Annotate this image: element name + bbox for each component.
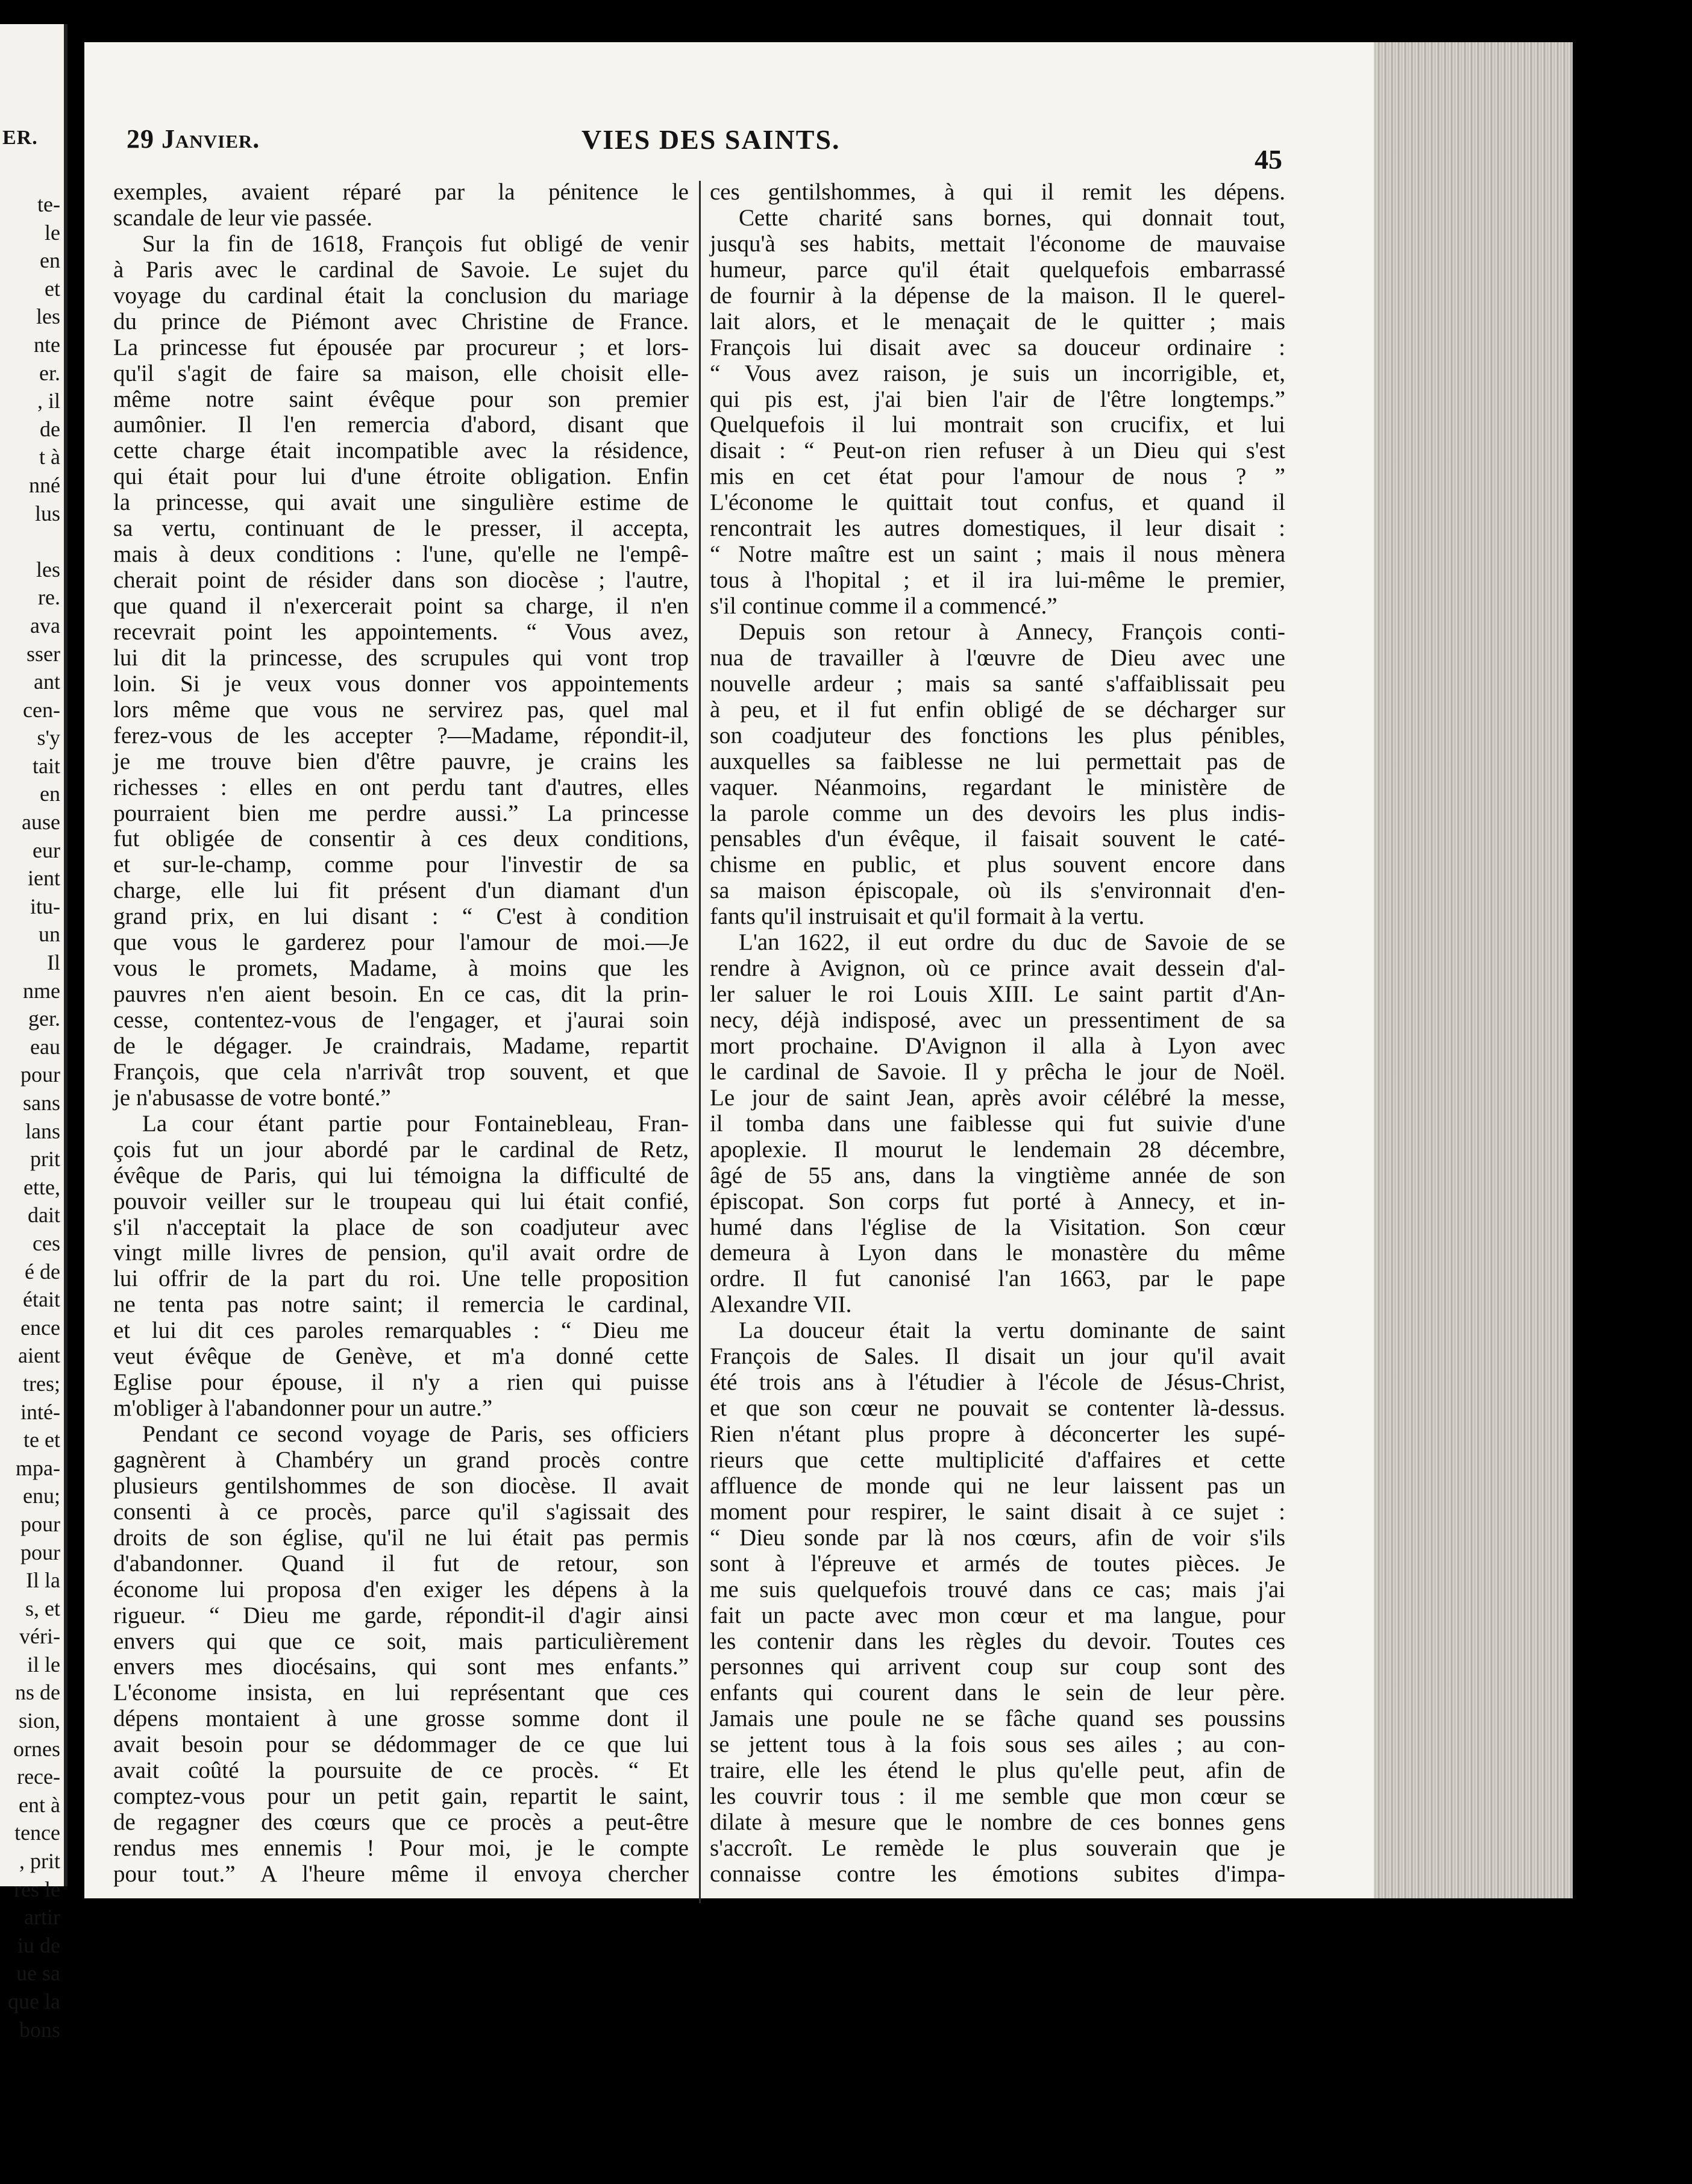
running-head-date: 29 Janvier. (127, 124, 260, 154)
text-line: auxquelles sa faiblesse ne lui permettait pas de (710, 748, 1285, 774)
previous-page-line: ence (20, 1315, 60, 1340)
running-head-title: VIES DES SAINTS. (581, 124, 841, 155)
previous-page-line: , prit (19, 1849, 60, 1874)
text-line: Quelquefois il lui montrait son crucifix, et lui (710, 412, 1285, 438)
previous-page-line: ient (28, 866, 60, 891)
previous-page-line: tence (14, 1821, 60, 1845)
text-line: moment pour respirer, le saint disait à ce sujet : (710, 1498, 1285, 1525)
text-line: chisme en public, et plus souvent encore dans (710, 852, 1285, 878)
previous-page-line: que la (8, 1989, 60, 2013)
previous-page-line: un (39, 922, 60, 947)
previous-page-line: nné (29, 472, 60, 497)
text-line: avait coûté la poursuite de ce procès. “ Et (113, 1757, 689, 1784)
text-line: nouvelle ardeur ; mais sa santé s'affaiblissait peu (710, 670, 1285, 697)
previous-page-line: pour (20, 1540, 60, 1564)
text-line: sa vertu, continuant de le presser, il accepta, (113, 515, 689, 542)
text-line: Jamais une poule ne se fâche quand ses poussins (710, 1705, 1285, 1732)
text-line: et que son cœur ne pouvait se contenter là-dessus. (710, 1395, 1285, 1422)
text-line: Rien n'étant plus propre à déconcerter les supé- (710, 1421, 1285, 1447)
text-line: L'an 1622, il eut ordre du duc de Savoie de se (739, 929, 1285, 956)
text-line: âgé de 55 ans, dans la vingtième année de son (710, 1162, 1285, 1188)
text-line: gagnèrent à Chambéry un grand procès contre (113, 1446, 689, 1473)
text-line: L'économe insista, en lui représentant que ces (113, 1680, 689, 1706)
text-line: çois fut un jour abordé par le cardinal de Retz, (113, 1136, 689, 1163)
previous-page-fragment (0, 24, 67, 2042)
text-line: ces gentilshommes, à qui il remit les dépens. (710, 179, 1285, 205)
text-line: envers qui que ce soit, mais particulièrement (113, 1628, 689, 1654)
previous-page-line: ava (30, 613, 60, 638)
text-line: fants qu'il instruisait et qu'il formait à la vertu. (710, 903, 1145, 930)
text-column-right (710, 180, 1285, 1887)
text-line: La cour étant partie pour Fontainebleau, Fran- (142, 1110, 689, 1137)
previous-page-line: dait (28, 1203, 60, 1228)
text-line: traire, elle les étend le plus qu'elle peut, afin de (710, 1757, 1285, 1784)
text-line: de regagner des cœurs que ce procès a peut-être (113, 1809, 689, 1836)
previous-page-line: t à (39, 445, 60, 469)
previous-page-line: en (40, 248, 60, 273)
previous-page-line: ns de (15, 1680, 60, 1705)
text-line: pauvres n'en aient besoin. En ce cas, dit la prin- (113, 981, 689, 1008)
text-line: personnes qui arrivent coup sur coup sont des (710, 1654, 1285, 1680)
previous-page-line: eur (33, 838, 60, 862)
previous-page-line: artir (24, 1905, 60, 1930)
text-line: me suis quelquefois trouvé dans ce cas; mais j'ai (710, 1576, 1285, 1602)
text-column-left (113, 180, 689, 1887)
text-line: été trois ans à l'étudier à l'école de Jésus-Christ, (710, 1369, 1285, 1396)
text-line: pensables d'un évêque, il faisait souvent le caté- (710, 826, 1285, 852)
previous-page-line: prit (30, 1147, 60, 1172)
previous-page-line: était (23, 1287, 60, 1312)
text-line: loin. Si je veux vous donner vos appointements (113, 670, 689, 697)
text-line: humeur, parce qu'il était quelquefois embarrassé (710, 256, 1285, 283)
text-line: qu'il s'agit de faire sa maison, elle choisit elle- (113, 360, 689, 386)
text-line: et sur-le-champ, comme pour l'investir de sa (113, 852, 689, 878)
previous-page-line: cen- (23, 697, 60, 722)
text-line: mais à deux conditions : l'une, qu'elle ne l'empê- (113, 541, 689, 568)
text-line: cesse, contentez-vous de l'engager, et j'aurai soin (113, 1007, 689, 1033)
text-line: envers mes diocésains, qui sont mes enfants.” (113, 1654, 689, 1680)
text-line: comptez-vous pour un petit gain, repartit le saint, (113, 1783, 689, 1810)
text-line: disait : “ Peut-on rien refuser à un Dieu qui s'est (710, 438, 1285, 464)
text-line: Pendant ce second voyage de Paris, ses officiers (142, 1421, 689, 1447)
text-line: plusieurs gentilshommes de son diocèse. Il avait (113, 1472, 689, 1499)
text-line: à Paris avec le cardinal de Savoie. Le sujet du (113, 256, 689, 283)
text-line: nua de travailler à l'œuvre de Dieu avec une (710, 644, 1285, 671)
previous-page-line: , il (37, 389, 60, 413)
text-line: pouvoir veiller sur le troupeau qui lui était confié, (113, 1188, 689, 1214)
text-line: même notre saint évêque pour son premier (113, 386, 689, 412)
text-line: il tomba dans une faiblesse qui fut suivie d'une (710, 1110, 1285, 1137)
previous-page-line: ornes (13, 1736, 60, 1761)
text-line: ferez-vous de les accepter ?—Madame, répondit-il, (113, 722, 689, 748)
text-line: charge, elle lui fit présent d'un diamant d'un (113, 877, 689, 904)
text-line: lors même que vous ne servirez pas, quel mal (113, 696, 689, 723)
text-line: Eglise pour épouse, il n'y a rien qui puisse (113, 1369, 689, 1396)
text-line: à peu, et il fut enfin obligé de se décharger sur (710, 696, 1285, 723)
text-line: cette charge était incompatible avec la résidence, (113, 438, 689, 464)
text-line: sa maison épiscopale, où ils s'environnait d'en- (710, 877, 1285, 904)
text-line: rieurs que cette multiplicité d'affaires et cette (710, 1446, 1285, 1473)
text-line: avait besoin pour se dédommager de ce que lui (113, 1731, 689, 1758)
text-line: mis en cet état pour l'amour de nous ? ” (710, 463, 1285, 490)
previous-page-line: lans (25, 1119, 60, 1143)
page-number: 45 (1255, 144, 1282, 175)
previous-page-line: tait (33, 753, 60, 778)
text-line: necy, déjà indisposé, avec un pressentiment de sa (710, 1007, 1285, 1033)
previous-page-line: er. (39, 360, 60, 385)
previous-page-line: le (45, 220, 60, 245)
text-line: connaisse contre les émotions subites d'impa- (710, 1860, 1285, 1887)
text-line: s'il n'acceptait la place de son coadjuteur avec (113, 1214, 689, 1240)
text-line: apoplexie. Il mourut le lendemain 28 décembre, (710, 1136, 1285, 1163)
text-line: droits de son église, qu'il ne lui était pas permis (113, 1524, 689, 1551)
previous-page-line: lus (34, 501, 60, 526)
text-line: fut obligée de consentir à ces deux conditions, (113, 826, 689, 852)
text-line: tous à l'hopital ; et il ira lui-même le premier, (710, 567, 1285, 594)
text-line: mort prochaine. D'Avignon il alla à Lyon avec (710, 1032, 1285, 1059)
text-line: les couvrir tous : il me semble que mon cœur se (710, 1783, 1285, 1810)
previous-page-line: te- (37, 192, 60, 216)
text-line: cherait point de résider dans son diocèse ; l'autre, (113, 567, 689, 594)
previous-page-line: Il la (26, 1568, 60, 1593)
text-line: dilate à mesure que le nombre de ces bonnes gens (710, 1809, 1285, 1836)
text-line: lui dit la princesse, des scrupules qui vont trop (113, 644, 689, 671)
text-line: les contenir dans les règles du devoir. Toutes ces (710, 1628, 1285, 1654)
text-line: grand prix, en lui disant : “ C'est à condition (113, 903, 689, 930)
text-line: “ Notre maître est un saint ; mais il nous mènera (710, 541, 1285, 568)
previous-page-line: ent à (19, 1792, 60, 1817)
previous-page-line: pour (20, 1511, 60, 1536)
previous-page-line: les (36, 557, 60, 582)
text-line: qui était pour lui d'une étroite obligation. Enfin (113, 463, 689, 490)
previous-page-line: sans (23, 1091, 60, 1115)
text-line: pour tout.” A l'heure même il envoya chercher (113, 1860, 689, 1887)
previous-page-line: é de (25, 1259, 60, 1284)
text-line: rendus mes ennemis ! Pour moi, je le compte (113, 1835, 689, 1861)
text-line: vingt mille livres de pension, qu'il avait ordre de (113, 1240, 689, 1266)
text-line: enfants qui courent dans le sein de leur père. (710, 1680, 1285, 1706)
text-line: ler saluer le roi Louis XIII. Le saint partit d'An- (710, 981, 1285, 1008)
text-line: demeura à Lyon dans le monastère du même (710, 1240, 1285, 1266)
text-line: vous le promets, Madame, à moins que les (113, 955, 689, 982)
text-line: économe lui proposa d'en exiger les dépens à la (113, 1576, 689, 1602)
text-line: aumônier. Il l'en remercia d'abord, disant que (113, 412, 689, 438)
previous-page-line: res le (14, 1877, 60, 1901)
previous-page-line: aient (18, 1343, 60, 1368)
text-line: consenti à ce procès, parce qu'il s'agissait des (113, 1498, 689, 1525)
text-line: évêque de Paris, qui lui témoigna la difficulté de (113, 1162, 689, 1188)
text-line: je me trouve bien d'être pauvre, je crains les (113, 748, 689, 774)
text-line: François de Sales. Il disait un jour qu'il avait (710, 1343, 1285, 1370)
previous-page-line: s, et (25, 1596, 60, 1621)
text-line: lait alors, et le menaçait de le quitter ; mais (710, 308, 1285, 334)
page-edges (1374, 42, 1573, 1898)
text-line: et lui dit ces paroles remarquables : “ Dieu me (113, 1317, 689, 1344)
text-line: veut évêque de Genève, et m'a donné cette (113, 1343, 689, 1370)
previous-page-line: ant (34, 670, 60, 694)
previous-page-line: eau (30, 1034, 60, 1059)
text-line: lui offrir de la part du roi. Une telle proposition (113, 1266, 689, 1292)
previous-page-line: pour (20, 1062, 60, 1087)
text-line: rigueur. “ Dieu me garde, répondit-il d'agir ainsi (113, 1602, 689, 1628)
text-line: François lui disait avec sa douceur ordinaire : (710, 334, 1285, 360)
text-line: sont à l'épreuve et armés de toutes pièces. Je (710, 1550, 1285, 1577)
text-line: m'obliger à l'abandonner pour un autre.” (113, 1395, 493, 1422)
text-line: L'économe le quittait tout confus, et quand il (710, 489, 1285, 516)
text-line: rencontrait les autres domestiques, il leur disait : (710, 515, 1285, 542)
text-line: d'abandonner. Quand il fut de retour, son (113, 1550, 689, 1577)
text-line: Depuis son retour à Annecy, François conti- (739, 618, 1285, 645)
text-line: de le dégager. Je craindrais, Madame, repartit (113, 1032, 689, 1059)
previous-page-line: nme (23, 978, 60, 1003)
text-line: qui pis est, j'ai bien l'air de l'être longtemps.” (710, 386, 1285, 412)
text-line: de fournir à la dépense de la maison. Il le querel- (710, 282, 1285, 309)
previous-page-line: et (45, 276, 60, 301)
text-line: que vous le garderez pour l'amour de moi.—Je (113, 929, 689, 956)
previous-page-line: tres; (23, 1371, 60, 1396)
previous-page-line: mpa- (16, 1455, 60, 1480)
previous-page-text (0, 190, 60, 2044)
text-line: s'accroît. Le remède le plus souverain que je (710, 1835, 1285, 1861)
text-line: la princesse, qui avait une singulière estime de (113, 489, 689, 516)
text-line: affluence de monde qui ne leur laissent pas un (710, 1472, 1285, 1499)
text-line: jusqu'à ses habits, mettait l'économe de mauvaise (710, 230, 1285, 257)
previous-page-line (0, 527, 60, 556)
previous-page-line: sion, (18, 1709, 60, 1733)
text-line: je n'abusasse de votre bonté.” (113, 1084, 391, 1111)
text-line: La princesse fut épousée par procureur ; et lors- (113, 334, 689, 360)
previous-page-line: s'y (37, 726, 60, 750)
text-line: rendre à Avignon, où ce prince avait dessein d'al- (710, 955, 1285, 982)
text-line: ordre. Il fut canonisé l'an 1663, par le pape (710, 1266, 1285, 1292)
text-line: “ Dieu sonde par là nos cœurs, afin de voir s'ils (710, 1524, 1285, 1551)
text-line: richesses : elles en ont perdu tant d'autres, elles (113, 774, 689, 800)
column-divider (699, 181, 701, 1903)
previous-page-line: re. (38, 585, 60, 610)
previous-page-line: Il (47, 950, 60, 975)
previous-page-line: iu de (17, 1933, 60, 1957)
text-line: pourraient bien me perdre aussi.” La princesse (113, 800, 689, 826)
text-line: que quand il n'exercerait point sa charge, il n'en (113, 593, 689, 619)
previous-page-header: ER. (2, 127, 38, 149)
previous-page-line: ue sa (16, 1961, 60, 1986)
previous-page-line: ette, (24, 1175, 60, 1199)
text-line: Alexandre VII. (710, 1291, 852, 1318)
previous-page-line: il le (27, 1652, 60, 1677)
text-line: du prince de Piémont avec Christine de France. (113, 308, 689, 334)
previous-page-line: véri- (19, 1624, 60, 1649)
text-line: vaquer. Néanmoins, regardant le ministère de (710, 774, 1285, 800)
text-line: épiscopat. Son corps fut porté à Annecy, et in- (710, 1188, 1285, 1214)
text-line: exemples, avaient réparé par la pénitence le (113, 179, 689, 205)
text-line: fait un pacte avec mon cœur et ma langue, pour (710, 1602, 1285, 1628)
previous-page-line: les (36, 304, 60, 329)
text-line: dépens montaient à une grosse somme dont il (113, 1705, 689, 1732)
text-line: voyage du cardinal était la conclusion du mariage (113, 282, 689, 309)
previous-page-line: en (40, 782, 60, 806)
text-line: humé dans l'église de la Visitation. Son cœur (710, 1214, 1285, 1240)
text-line: La douceur était la vertu dominante de saint (739, 1317, 1285, 1344)
text-line: ne tenta pas notre saint; il remercia le cardinal, (113, 1291, 689, 1318)
text-line: son coadjuteur des fonctions les plus pénibles, (710, 722, 1285, 748)
text-line: se jettent tous à la fois sous ses ailes ; au con- (710, 1731, 1285, 1758)
previous-page-line: inté- (20, 1399, 60, 1424)
previous-page-line: ces (33, 1231, 60, 1255)
text-line: “ Vous avez raison, je suis un incorrigible, et, (710, 360, 1285, 386)
previous-page-line: bons (19, 2017, 60, 2042)
text-line: Sur la fin de 1618, François fut obligé de venir (142, 230, 689, 257)
text-line: le cardinal de Savoie. Il y prêcha le jour de Noël. (710, 1058, 1285, 1085)
previous-page-line: itu- (30, 894, 60, 918)
previous-page-line: sser (27, 641, 60, 666)
previous-page-line: enu; (23, 1484, 60, 1508)
previous-page-line: de (40, 416, 60, 441)
text-line: Cette charité sans bornes, qui donnait tout, (739, 204, 1285, 231)
text-line: Le jour de saint Jean, après avoir célébré la messe, (710, 1084, 1285, 1111)
text-line: recevrait point les appointements. “ Vous avez, (113, 618, 689, 645)
text-line: la parole comme un des devoirs les plus indis- (710, 800, 1285, 826)
previous-page-line: rece- (17, 1765, 60, 1789)
previous-page-line: nte (34, 332, 60, 357)
previous-page-line: ger. (28, 1006, 60, 1031)
text-line: François, que cela n'arrivât trop souvent, et que (113, 1058, 689, 1085)
text-line: s'il continue comme il a commencé.” (710, 593, 1058, 619)
previous-page-line: ause (22, 810, 60, 835)
text-line: scandale de leur vie passée. (113, 204, 372, 231)
previous-page-line: te et (24, 1428, 60, 1452)
